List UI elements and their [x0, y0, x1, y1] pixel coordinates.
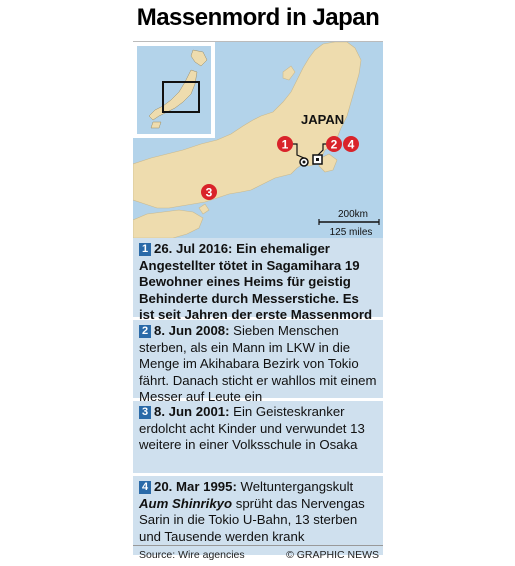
- source-credit: Source: Wire agencies: [139, 549, 245, 561]
- country-label: JAPAN: [301, 112, 345, 127]
- inset-map: [133, 42, 215, 138]
- event-text-emphasis: Aum Shinrikyo: [139, 495, 233, 511]
- event-date: 20. Mar 1995:: [154, 479, 237, 494]
- marker-3: [201, 184, 217, 200]
- event-text-post: sprüht das Nervengas Sarin in die Tokio U-Bahn, 13 sterben und Tausende werden krank: [139, 495, 365, 544]
- footer: [133, 545, 383, 564]
- scale-miles-label: 125 miles: [329, 227, 373, 238]
- event-item: [133, 320, 383, 404]
- marker-4-label: 4: [347, 137, 355, 152]
- event-text: Ein Geisteskranker erdolcht acht Kinder und verwundet 13 weitere in einer Volksschule in Osaka: [139, 404, 365, 452]
- event-item: [133, 401, 383, 476]
- marker-1: [277, 136, 293, 152]
- sagamihara-dot: [303, 161, 306, 164]
- copyright-credit: © GRAPHIC NEWS: [286, 549, 379, 561]
- event-number-badge: 3: [139, 406, 151, 419]
- marker-2: [326, 136, 342, 152]
- page-title: Massenmord in Japan: [136, 4, 380, 31]
- event-number-badge: 4: [139, 481, 151, 494]
- japan-map: [133, 41, 383, 238]
- marker-4: [343, 136, 359, 152]
- event-text: Ein ehemaliger Angestellter tötet in Sagamihara 19 Bewohner eines Heims für geistig Behinderte durch Messerstiche. Es ist seit Jahren der erste Massenmord: [139, 241, 373, 322]
- marker-3-label: 3: [205, 185, 213, 200]
- scale-km-label: 200km: [337, 209, 369, 220]
- event-date: 8. Jun 2001:: [154, 404, 230, 419]
- marker-2-label: 2: [330, 137, 338, 152]
- event-number-badge: 1: [139, 243, 151, 256]
- marker-1-label: 1: [281, 137, 289, 152]
- event-number-badge: 2: [139, 325, 151, 338]
- event-date: 26. Jul 2016:: [154, 241, 233, 256]
- tokyo-dot: [316, 158, 319, 161]
- event-list: [133, 238, 383, 558]
- event-date: 8. Jun 2008:: [154, 323, 230, 338]
- event-text-pre: Weltuntergangskult: [240, 479, 354, 494]
- event-text: Sieben Menschen sterben, als ein Mann im LKW in die Menge im Akihabara Bezirk von Tokio fährt. Danach sticht er wahllos mit einem Messer auf Leute ein: [139, 323, 377, 404]
- event-item: [133, 238, 383, 320]
